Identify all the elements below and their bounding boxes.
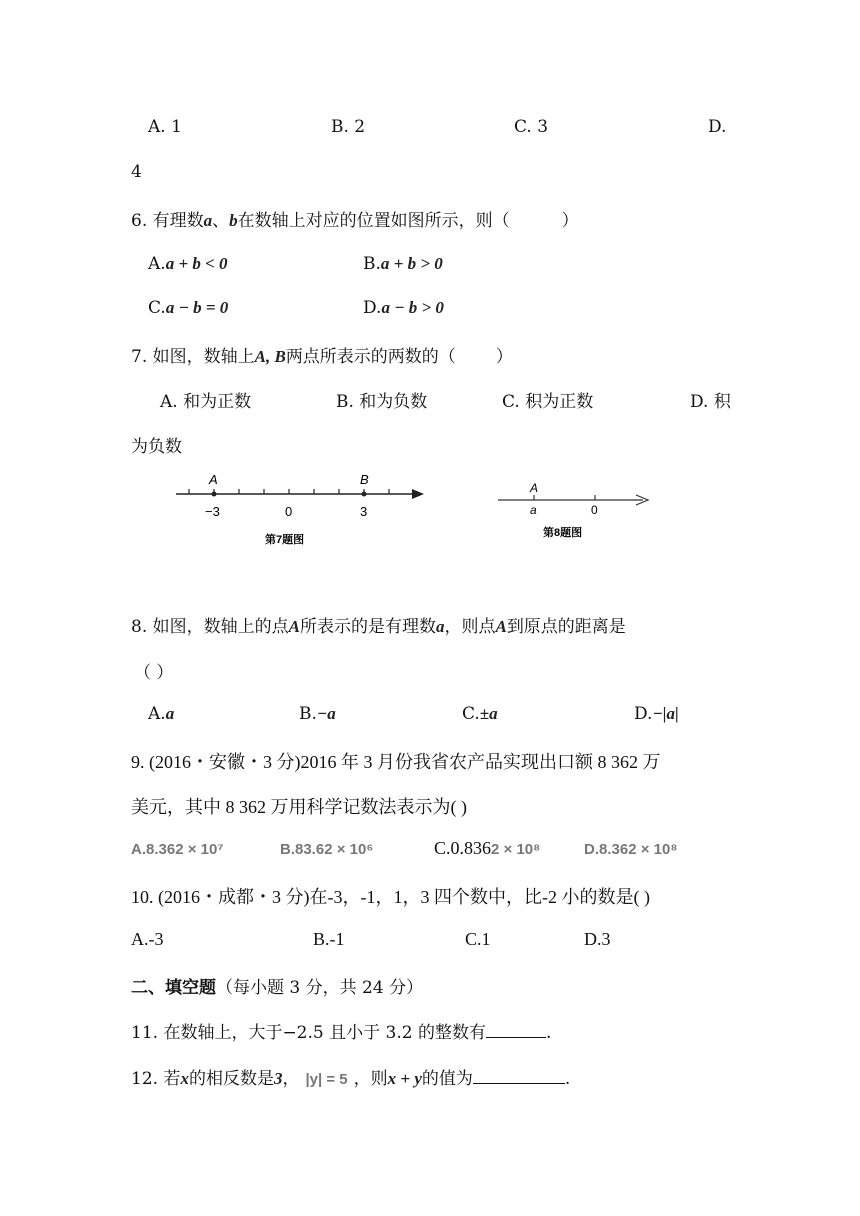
- q12-answer-blank[interactable]: [473, 1069, 565, 1084]
- q10-option-a: A.-3: [131, 929, 164, 949]
- q10-stem: 10. (2016・成都・3 分)在-3，-1，1，3 四个数中，比-2 小的数是( ): [131, 887, 650, 907]
- q9-option-b: B.83.62 × 10⁶: [280, 841, 374, 858]
- q12-stem: 12. 若x的相反数是3， |y| = 5 ，则x + y的值为 .: [131, 1069, 571, 1089]
- q7-stem: 7. 如图，数轴上A, B两点所表示的两数的（ ）: [131, 347, 513, 367]
- q7-option-a: A. 和为正数: [160, 392, 252, 412]
- q7-option-c: C. 积为正数: [502, 392, 594, 412]
- number-line-figures: [0, 468, 860, 548]
- q6-stem: 6. 有理数a、b在数轴上对应的位置如图所示，则（ ）: [131, 211, 579, 231]
- q7-option-d-wrap: 为负数: [131, 437, 182, 457]
- var-a: a: [203, 211, 213, 230]
- q8-option-b: B.−a: [299, 704, 336, 724]
- q9-option-d: D.8.362 × 10⁸: [584, 841, 678, 858]
- q10-option-b: B.-1: [313, 929, 345, 949]
- q8-option-c: C.±a: [462, 704, 498, 724]
- q7-option-b: B. 和为负数: [336, 392, 428, 412]
- section-2-heading: [131, 973, 423, 998]
- q9-option-a: A.8.362 × 10⁷: [131, 841, 224, 858]
- q9-stem-line2: 美元，其中 8 362 万用科学记数法表示为( ): [131, 797, 467, 817]
- fig8-tick-a: a: [530, 503, 537, 517]
- q8-paren: （ ）: [134, 663, 174, 683]
- q8-option-a: A.a: [148, 704, 175, 724]
- q11-stem: 11. 在数轴上，大于−2.5 且小于 3.2 的整数有 .: [131, 1023, 552, 1043]
- tick-label-0: 0: [285, 504, 293, 519]
- q5-option-d: D.: [708, 117, 727, 137]
- q9-stem-line1: 9. (2016・安徽・3 分)2016 年 3 月份我省农产品实现出口额 8 362 万: [131, 752, 661, 772]
- point-b-dot: [362, 492, 367, 497]
- point-b-label: B: [360, 472, 369, 487]
- section-2-title: 二、填空题: [131, 978, 216, 998]
- q11-answer-blank[interactable]: [486, 1023, 546, 1038]
- point-a-label: A: [209, 472, 218, 487]
- q7-option-d: D. 积: [690, 392, 731, 412]
- tick-label-3: 3: [360, 504, 368, 519]
- fig8-point-a-label: A: [530, 481, 539, 495]
- figure-7-caption: 第7题图: [265, 534, 305, 546]
- point-a-dot: [212, 492, 217, 497]
- var-b: b: [229, 211, 238, 230]
- q5-option-b: B. 2: [331, 117, 366, 137]
- figure-8-number-line: [498, 481, 648, 539]
- figure-8-caption: 第8题图: [543, 527, 583, 539]
- q10-option-d: D.3: [584, 929, 611, 949]
- q5-option-d-wrap: 4: [131, 162, 142, 182]
- q6-option-d: D.a − b > 0: [363, 298, 444, 318]
- q5-option-a: A. 1: [148, 117, 182, 137]
- q5-option-c: C. 3: [514, 117, 549, 137]
- q8-option-d: D.−|a|: [634, 704, 679, 724]
- figure-7-number-line: [176, 472, 424, 546]
- q10-option-c: C.1: [465, 929, 491, 949]
- q6-option-c: C.a − b = 0: [148, 298, 229, 318]
- q6-option-a: A.a + b < 0: [148, 254, 228, 274]
- fig8-tick-0: 0: [591, 503, 598, 517]
- q6-option-b: B.a + b > 0: [363, 254, 443, 274]
- tick-label-neg3: −3: [205, 504, 220, 519]
- q9-option-c: C.0.8362 × 10⁸: [434, 838, 541, 858]
- section-2-note: （每小题 3 分，共 24 分）: [216, 978, 424, 998]
- q8-stem: 8. 如图，数轴上的点A所表示的是有理数a，则点A到原点的距离是: [131, 617, 626, 637]
